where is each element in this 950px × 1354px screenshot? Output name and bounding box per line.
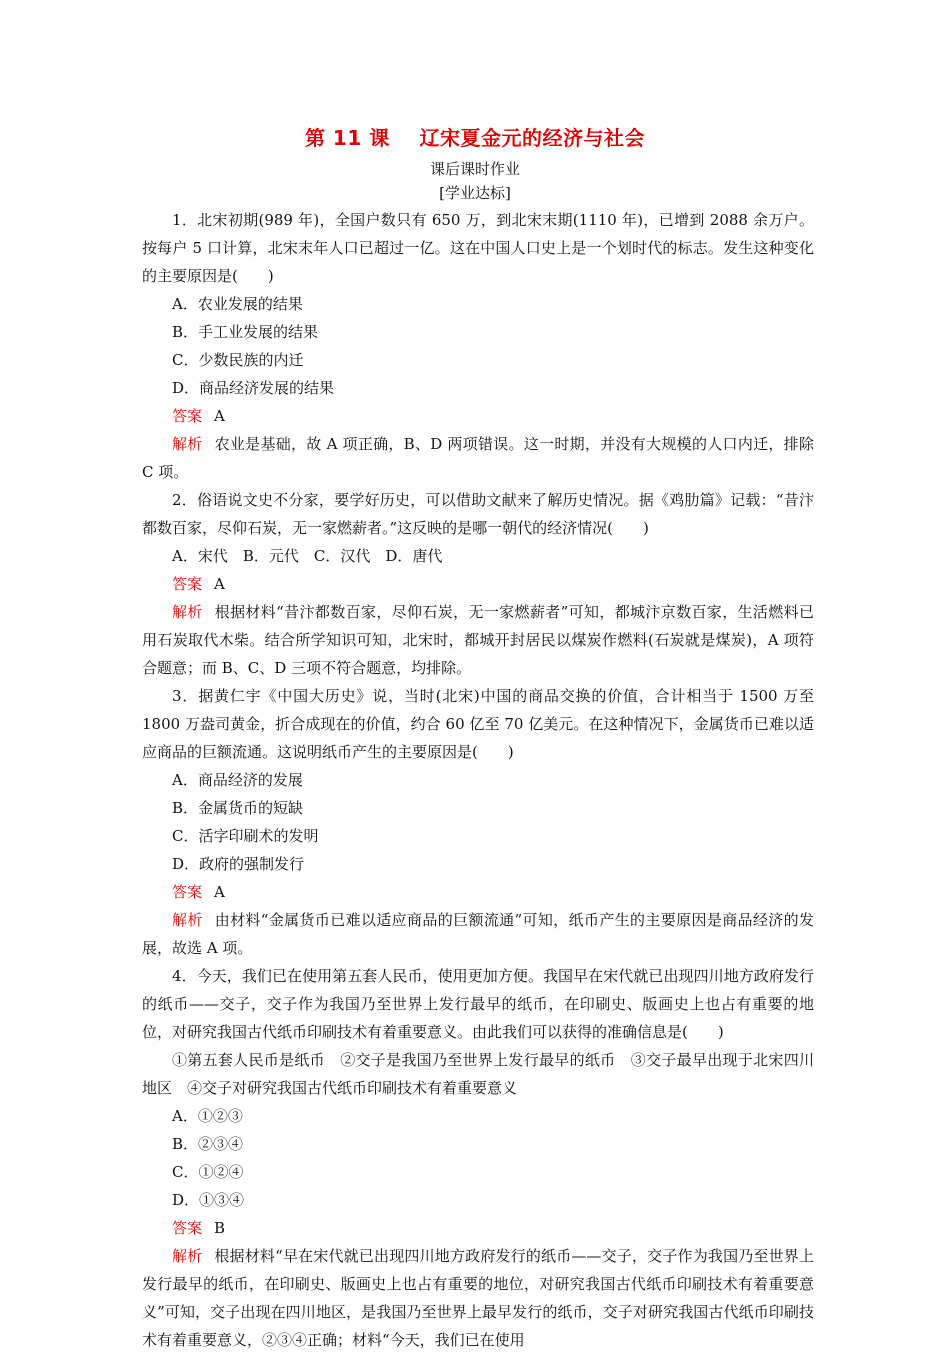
option-d: D．①③④ (172, 1191, 245, 1209)
option-a: A．商品经济的发展 (172, 771, 303, 789)
answer-label: 答案 (172, 1219, 203, 1237)
question-stem: 3．据黄仁宇《中国大历史》说，当时(北宋)中国的商品交换的价值，合计相当于 1500 万至 1800 万盎司黄金，折合成现在的价值，约合 60 亿至 70 亿美元。在这种情况下，金属货币已难以适应商品的巨额流通。这说明纸币产生的主要原因是( ) (142, 687, 814, 761)
question-list (142, 206, 814, 1354)
analysis-label: 解析 (172, 603, 203, 621)
answer-label: 答案 (172, 407, 203, 425)
page-subtitle: 课后课时作业 (429, 160, 520, 178)
analysis-label: 解析 (172, 1247, 203, 1265)
answer-value: A (214, 575, 225, 593)
answer-line (142, 402, 814, 430)
option-a: A．农业发展的结果 (172, 295, 303, 313)
analysis-line (142, 598, 814, 682)
analysis-text: 农业是基础，故 A 项正确，B、D 两项错误。这一时期，并没有大规模的人口内迁，排除 C 项。 (142, 435, 814, 481)
option-c: C．活字印刷术的发明 (172, 827, 319, 845)
option-c: C．①②④ (172, 1163, 244, 1181)
answer-line (142, 1214, 814, 1242)
option-grid (142, 766, 814, 878)
analysis-text: 根据材料“昔汴都数百家，尽仰石炭，无一家燃薪者”可知，都城汴京数百家，生活燃料已用石炭取代木柴。结合所学知识可知，北宋时，都城开封居民以煤炭作燃料(石炭就是煤炭)，A 项符合题意；而 B、C、D 三项不符合题意，均排除。 (142, 603, 814, 677)
page-title: 第 11 课 辽宋夏金元的经济与社会 (304, 126, 646, 150)
analysis-label: 解析 (172, 435, 203, 453)
question-stem: 2．俗语说文史不分家，要学好历史，可以借助文献来了解历史情况。据《鸡肋篇》记载：“昔汴都数百家，尽仰石炭，无一家燃薪者。”这反映的是哪一朝代的经济情况( ) (142, 491, 814, 537)
option-c: C．少数民族的内迁 (172, 351, 304, 369)
section-heading: [学业达标] (439, 184, 511, 202)
question-2 (142, 486, 814, 682)
question-4 (142, 962, 814, 1354)
question-1 (142, 206, 814, 486)
option-b: B．②③④ (172, 1135, 244, 1153)
statement-list: ①第五套人民币是纸币 ②交子是我国乃至世界上发行最早的纸币 ③交子最早出现于北宋四川地区 ④交子对研究我国古代纸币印刷技术有着重要意义 (142, 1051, 814, 1097)
answer-value: A (214, 883, 225, 901)
question-3 (142, 682, 814, 962)
analysis-line (142, 906, 814, 962)
option-line: A．宋代 B．元代 C．汉代 D．唐代 (172, 547, 443, 565)
answer-value: A (214, 407, 225, 425)
analysis-line (142, 1242, 814, 1354)
option-b: B．手工业发展的结果 (172, 323, 319, 341)
answer-line (142, 570, 814, 598)
analysis-line (142, 430, 814, 486)
analysis-text: 由材料“金属货币已难以适应商品的巨额流通”可知，纸币产生的主要原因是商品经济的发展，故选 A 项。 (142, 911, 814, 957)
analysis-label: 解析 (172, 911, 203, 929)
option-d: D．政府的强制发行 (172, 855, 305, 873)
answer-value: B (214, 1219, 226, 1237)
option-a: A．①②③ (172, 1107, 243, 1125)
analysis-text: 根据材料“早在宋代就已出现四川地方政府发行的纸币——交子，交子作为我国乃至世界上发行最早的纸币，在印刷史、版画史上也占有重要的地位，对研究我国古代纸币印刷技术有着重要意义”可知，交子出现在四川地区，是我国乃至世界上最早发行的纸币，交子对研究我国古代纸币印刷技术有着重要意义，②③④正确；材料“今天，我们已在使用 (142, 1247, 814, 1349)
option-grid (142, 1102, 814, 1214)
answer-label: 答案 (172, 575, 203, 593)
option-d: D．商品经济发展的结果 (172, 379, 335, 397)
option-b: B．金属货币的短缺 (172, 799, 304, 817)
question-stem: 1．北宋初期(989 年)，全国户数只有 650 万，到北宋末期(1110 年)，已增到 2088 余万户。按每户 5 口计算，北宋末年人口已超过一亿。这在中国人口史上是一个划时代的标志。发生这种变化的主要原因是( ) (142, 211, 814, 285)
question-stem: 4．今天，我们已在使用第五套人民币，使用更加方便。我国早在宋代就已出现四川地方政府发行的纸币——交子，交子作为我国乃至世界上发行最早的纸币，在印刷史、版画史上也占有重要的地位，对研究我国古代纸币印刷技术有着重要意义。由此我们可以获得的准确信息是( ) (142, 967, 814, 1041)
answer-label: 答案 (172, 883, 203, 901)
answer-line (142, 878, 814, 906)
option-grid (142, 290, 814, 402)
